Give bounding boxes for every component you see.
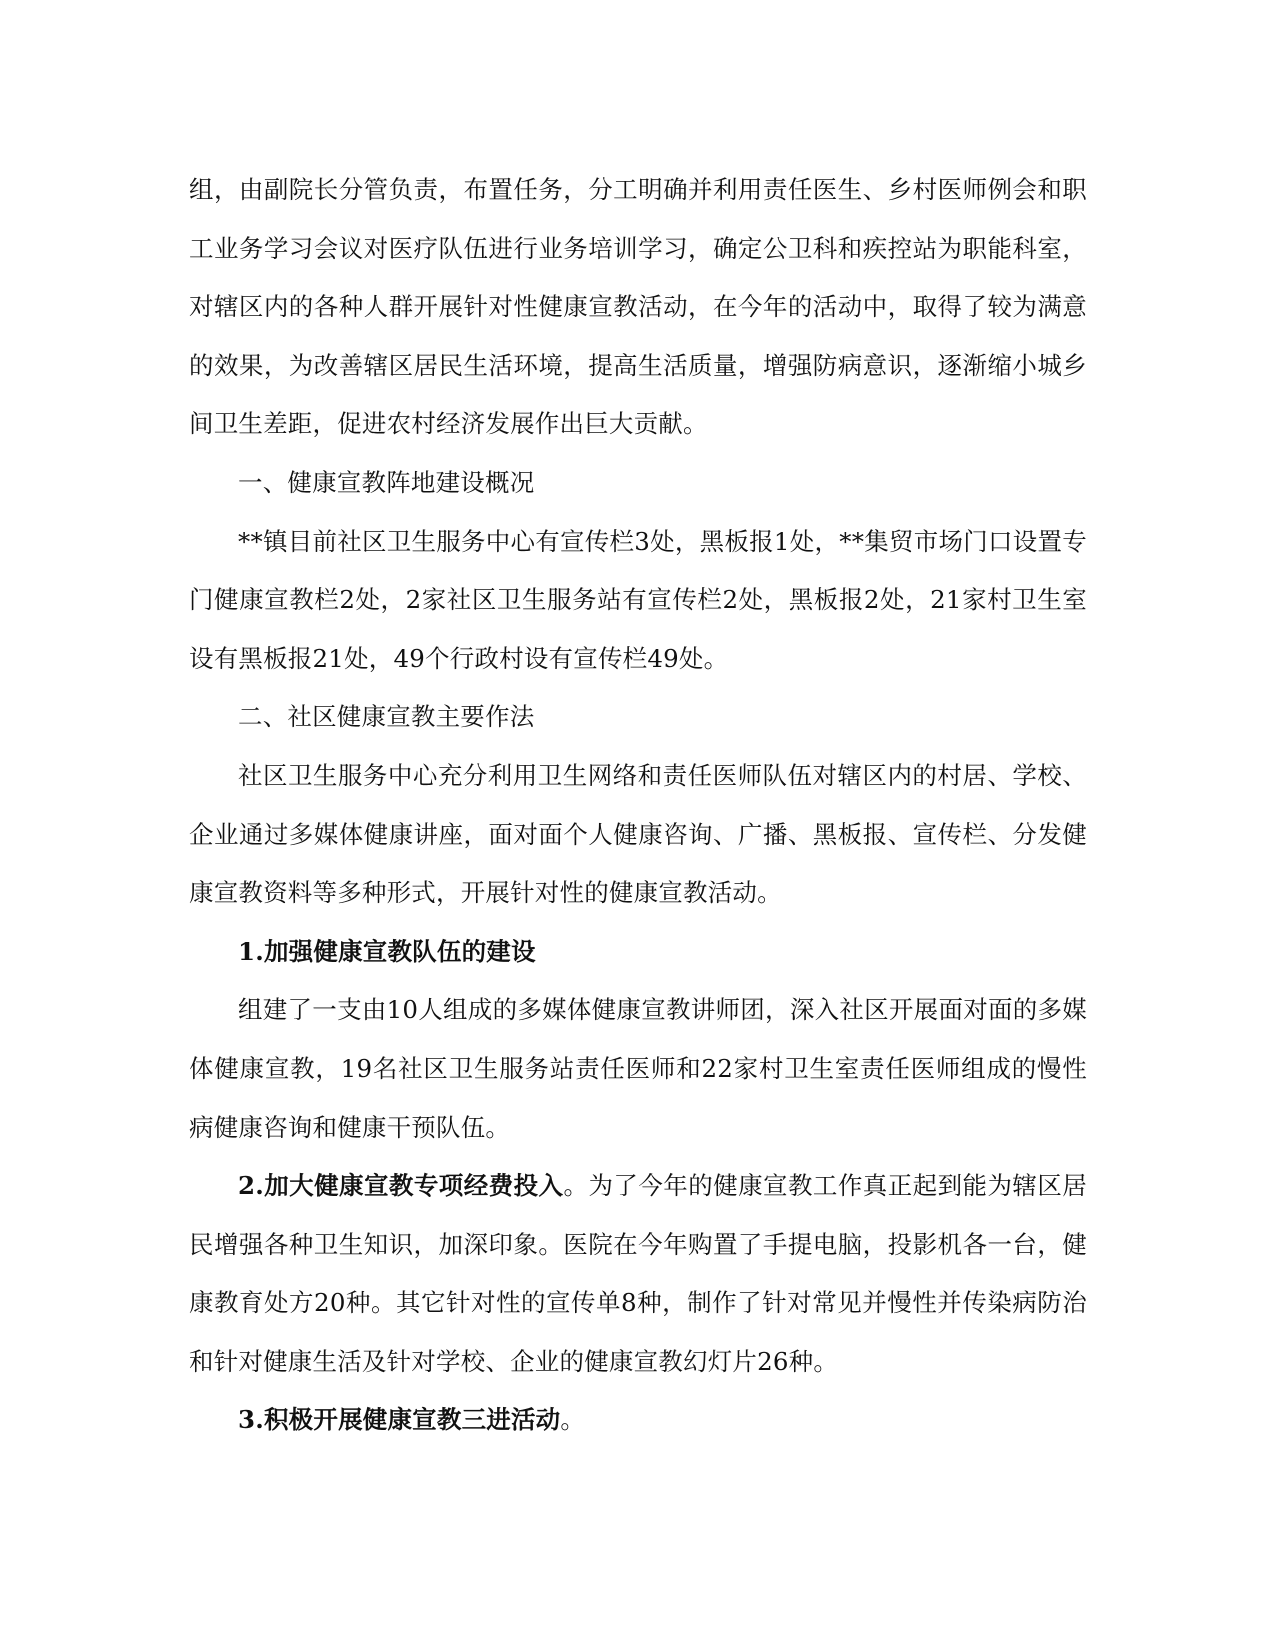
paragraph-intro	[189, 161, 1087, 454]
paragraph-text: 组，由副院长分管负责，布置任务，分工明确并利用责任医生、乡村医师例会和职工业务学习会议对医疗队伍进行业务培训学习，确定公卫科和疾控站为职能科室，对辖区内的各种人群开展针对性健康宣教活动，在今年的活动中，取得了较为满意的效果，为改善辖区居民生活环境，提高生活质量，增强防病意识，逐渐缩小城乡间卫生差距，促进农村经济发展作出巨大贡献。	[189, 175, 1087, 439]
paragraph-text: 。	[560, 1405, 586, 1435]
paragraph-text: 社区卫生服务中心充分利用卫生网络和责任医师队伍对辖区内的村居、学校、企业通过多媒体健康讲座，面对面个人健康咨询、广播、黑板报、宣传栏、分发健康宣教资料等多种形式，开展针对性的健康宣教活动。	[189, 760, 1087, 908]
paragraph-section-2	[189, 747, 1087, 923]
heading-text: 一、健康宣教阵地建设概况	[238, 467, 535, 497]
document-page	[189, 161, 1087, 1450]
paragraph-item-1	[189, 981, 1087, 1157]
bold-lead: 3.积极开展健康宣教三进活动	[238, 1405, 561, 1435]
bold-lead: 2.加大健康宣教专项经费投入	[238, 1171, 564, 1201]
section-heading-2	[189, 688, 1087, 747]
paragraph-section-1	[189, 513, 1087, 689]
heading-text: 二、社区健康宣教主要作法	[238, 702, 535, 732]
section-heading-1	[189, 454, 1087, 513]
paragraph-text: 。为了今年的健康宣教工作真正起到能为辖区居民增强各种卫生知识，加深印象。医院在今年购置了手提电脑，投影机各一台，健康教育处方20种。其它针对性的宣传单8种，制作了针对常见并慢性并传染病防治和针对健康生活及针对学校、企业的健康宣教幻灯片26种。	[189, 1171, 1087, 1376]
paragraph-item-3	[189, 1391, 1087, 1450]
paragraph-text: 组建了一支由10人组成的多媒体健康宣教讲师团，深入社区开展面对面的多媒体健康宣教，19名社区卫生服务站责任医师和22家村卫生室责任医师组成的慢性病健康咨询和健康干预队伍。	[189, 995, 1087, 1142]
bold-lead: 1.加强健康宣教队伍的建设	[238, 936, 536, 966]
paragraph-item-2	[189, 1157, 1087, 1391]
item-heading-1	[189, 923, 1087, 982]
paragraph-text: **镇目前社区卫生服务中心有宣传栏3处，黑板报1处，**集贸市场门口设置专门健康宣教栏2处，2家社区卫生服务站有宣传栏2处，黑板报2处，21家村卫生室设有黑板报21处，49个行政村设有宣传栏49处。	[189, 526, 1087, 673]
